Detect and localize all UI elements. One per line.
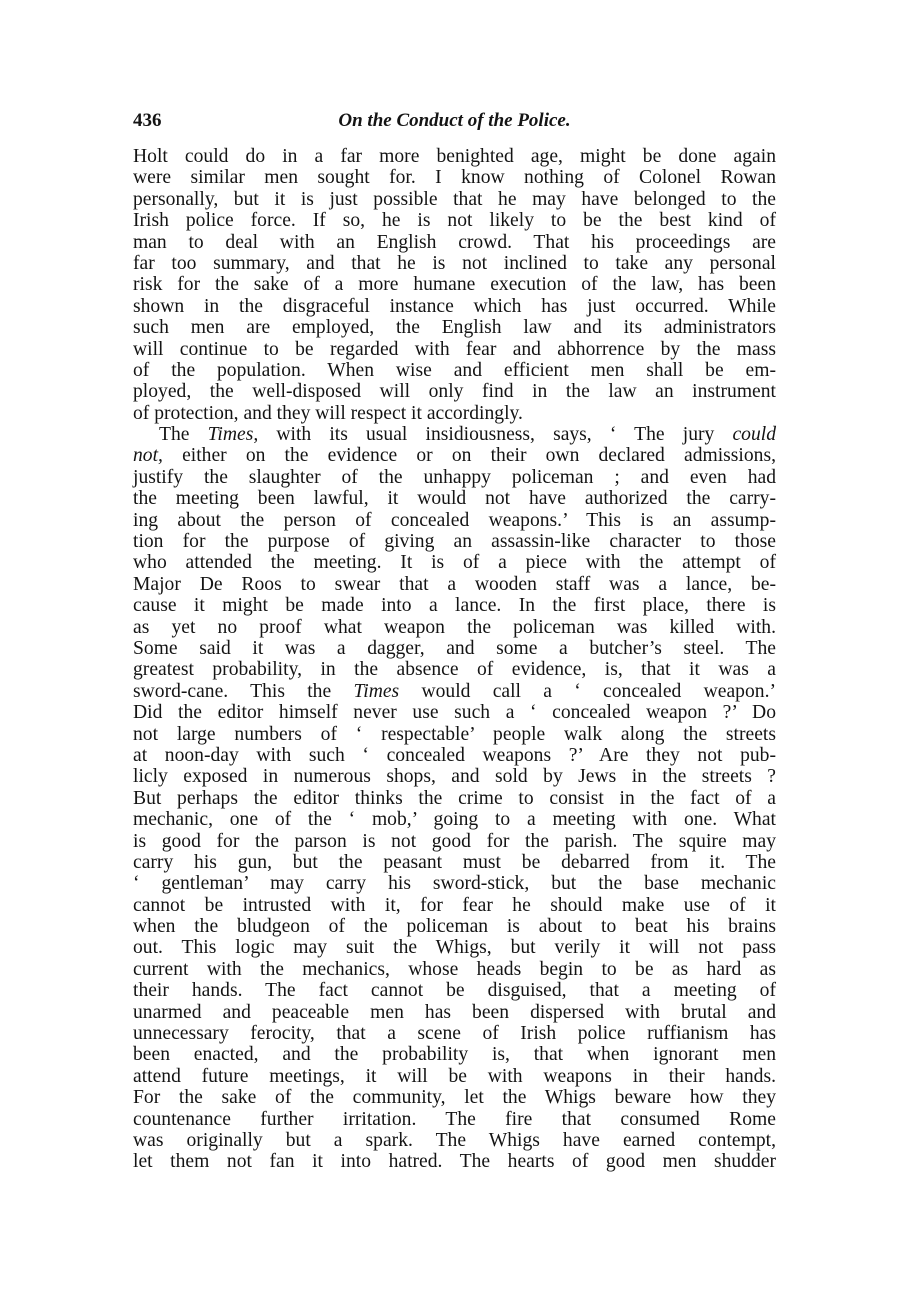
text-line <box>133 424 776 445</box>
text-line: as yet no proof what weapon the policeman was killed with. <box>133 616 776 638</box>
running-head <box>133 108 776 136</box>
text-line <box>133 445 776 466</box>
page-number: 436 <box>133 110 162 131</box>
text-line: man to deal with an English crowd. That his proceedings are <box>133 231 776 253</box>
text-line: justify the slaughter of the unhappy policeman ; and even had <box>133 466 776 488</box>
italic-text: could <box>732 424 776 446</box>
body-text <box>133 146 776 1173</box>
text-line: tion for the purpose of giving an assassin-like character to those <box>133 531 776 553</box>
text-line: Holt could do in a far more benighted age, might be done again <box>133 146 776 167</box>
text-line: But perhaps the editor thinks the crime to consist in the fact of a <box>133 787 776 809</box>
text-line <box>133 681 776 702</box>
text-line: personally, but it is just possible that he may have belonged to the <box>133 188 776 210</box>
italic-text: Times, <box>207 424 259 446</box>
document-page <box>133 108 776 1173</box>
text-line: were similar men sought for. I know nothing of Colonel Rowan <box>133 167 776 189</box>
text-line: licly exposed in numerous shops, and sold by Jews in the streets ? <box>133 766 776 788</box>
text-line: not large numbers of ‘ respectable’ people walk along the streets <box>133 723 776 745</box>
text-line: far too summary, and that he is not inclined to take any personal <box>133 252 776 274</box>
text-line: was originally but a spark. The Whigs have earned contempt, <box>133 1129 776 1151</box>
text-run: The <box>159 424 208 446</box>
text-line: greatest probability, in the absence of evidence, is, that it was a <box>133 659 776 681</box>
text-line: countenance further irritation. The fire that consumed Rome <box>133 1108 776 1130</box>
text-line: ployed, the well-disposed will only find in the law an instrument <box>133 381 776 403</box>
text-line: shown in the disgraceful instance which has just occurred. While <box>133 295 776 317</box>
text-line: cannot be intrusted with it, for fear he should make use of it <box>133 894 776 916</box>
text-line: their hands. The fact cannot be disguised, that a meeting of <box>133 980 776 1002</box>
text-line: of the population. When wise and efficient men shall be em- <box>133 359 776 381</box>
text-run: would call a ‘ concealed weapon.’ <box>399 680 776 702</box>
running-title: On the Conduct of the Police. <box>338 110 571 131</box>
text-line: carry his gun, but the peasant must be debarred from it. The <box>133 851 776 873</box>
text-line: out. This logic may suit the Whigs, but verily it will not pass <box>133 937 776 959</box>
text-line: such men are employed, the English law and its administrators <box>133 317 776 339</box>
text-line: of protection, and they will respect it accordingly. <box>133 402 523 424</box>
text-run: either on the evidence or on their own declared admissions, <box>162 445 776 467</box>
italic-text: not, <box>133 445 163 467</box>
text-line: Irish police force. If so, he is not likely to be the best kind of <box>133 210 776 232</box>
text-line: Major De Roos to swear that a wooden staff was a lance, be- <box>133 573 776 595</box>
text-line: unarmed and peaceable men has been dispersed with brutal and <box>133 1001 776 1023</box>
text-line: Some said it was a dagger, and some a butcher’s steel. The <box>133 637 776 659</box>
text-line: unnecessary ferocity, that a scene of Irish police ruffianism has <box>133 1023 776 1045</box>
text-run: sword-cane. This the <box>133 680 354 702</box>
text-line: who attended the meeting. It is of a piece with the attempt of <box>133 552 776 574</box>
text-line: current with the mechanics, whose heads begin to be as hard as <box>133 958 776 980</box>
text-line: For the sake of the community, let the Whigs beware how they <box>133 1087 776 1109</box>
text-line: the meeting been lawful, it would not have authorized the carry- <box>133 488 776 510</box>
text-line: will continue to be regarded with fear and abhorrence by the mass <box>133 338 776 360</box>
italic-text: Times <box>353 680 400 702</box>
text-line: is good for the parson is not good for the parish. The squire may <box>133 830 776 852</box>
text-line: Did the editor himself never use such a ‘ concealed weapon ?’ Do <box>133 702 776 724</box>
text-line: ing about the person of concealed weapons.’ This is an assump- <box>133 509 776 531</box>
text-line: been enacted, and the probability is, that when ignorant men <box>133 1044 776 1066</box>
text-line: ‘ gentleman’ may carry his sword-stick, but the base mechanic <box>133 873 776 895</box>
text-line: mechanic, one of the ‘ mob,’ going to a meeting with one. What <box>133 809 776 831</box>
text-line: let them not fan it into hatred. The hearts of good men shudder <box>133 1151 776 1173</box>
text-line: when the bludgeon of the policeman is about to beat his brains <box>133 916 776 938</box>
text-line: risk for the sake of a more humane execution of the law, has been <box>133 274 776 296</box>
text-line: at noon-day with such ‘ concealed weapons ?’ Are they not pub- <box>133 744 776 766</box>
text-line: attend future meetings, it will be with weapons in their hands. <box>133 1065 776 1087</box>
text-run: with its usual insidiousness, says, ‘ The jury <box>258 424 733 446</box>
text-line: cause it might be made into a lance. In the first place, there is <box>133 595 776 617</box>
